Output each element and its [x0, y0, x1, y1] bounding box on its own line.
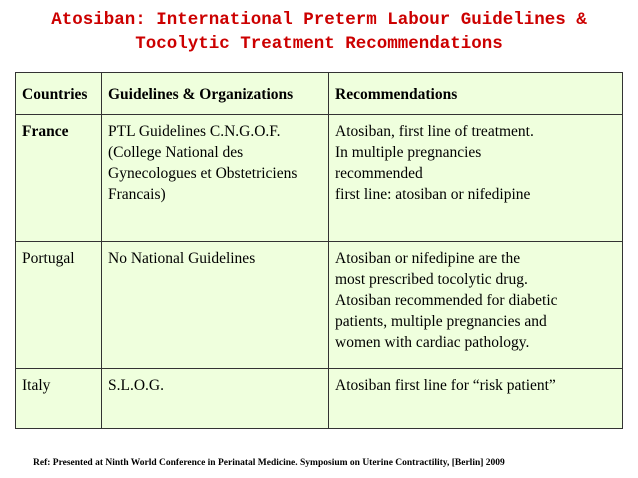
cell-line: Gynecologues et Obstetriciens — [108, 165, 298, 182]
guidelines-table-container — [15, 72, 622, 429]
table-header-row — [16, 73, 623, 115]
country-cell: Italy — [16, 369, 102, 429]
country-cell: Portugal — [16, 242, 102, 369]
header-guidelines: Guidelines & Organizations — [102, 73, 329, 115]
slide-title — [0, 8, 638, 56]
slide-title-line-2: Tocolytic Treatment Recommendations — [135, 34, 503, 54]
table-row — [16, 115, 623, 242]
cell-line: Francais) — [108, 186, 166, 203]
cell-line: women with cardiac pathology. — [335, 334, 530, 351]
cell-line: S.L.O.G. — [108, 377, 164, 394]
cell-line: No National Guidelines — [108, 250, 256, 267]
recommendations-cell — [329, 242, 623, 369]
guidelines-cell — [102, 115, 329, 242]
header-countries: Countries — [16, 73, 102, 115]
slide-title-line-1: Atosiban: International Preterm Labour Guidelines & — [51, 10, 587, 30]
cell-line: Atosiban, first line of treatment. — [335, 123, 534, 140]
cell-line: patients, multiple pregnancies and — [335, 313, 547, 330]
table-row — [16, 242, 623, 369]
cell-line: first line: atosiban or nifedipine — [335, 186, 531, 203]
guidelines-table — [15, 72, 623, 429]
cell-line: (College National des — [108, 144, 244, 161]
cell-line: PTL Guidelines C.N.G.O.F. — [108, 123, 281, 140]
cell-line: recommended — [335, 165, 423, 182]
cell-line: Atosiban or nifedipine are the — [335, 250, 521, 267]
cell-line: most prescribed tocolytic drug. — [335, 271, 528, 288]
cell-line: Atosiban recommended for diabetic — [335, 292, 558, 309]
recommendations-cell — [329, 115, 623, 242]
guidelines-cell — [102, 242, 329, 369]
cell-line: In multiple pregnancies — [335, 144, 482, 161]
guidelines-cell — [102, 369, 329, 429]
recommendations-cell — [329, 369, 623, 429]
reference-footnote: Ref: Presented at Ninth World Conference in Perinatal Medicine. Symposium on Uterine Contractility, [Berlin] 2009 — [33, 458, 505, 468]
country-cell: France — [16, 115, 102, 242]
table-row — [16, 369, 623, 429]
cell-line: Atosiban first line for “risk patient” — [335, 377, 556, 394]
header-recommendations: Recommendations — [329, 73, 623, 115]
